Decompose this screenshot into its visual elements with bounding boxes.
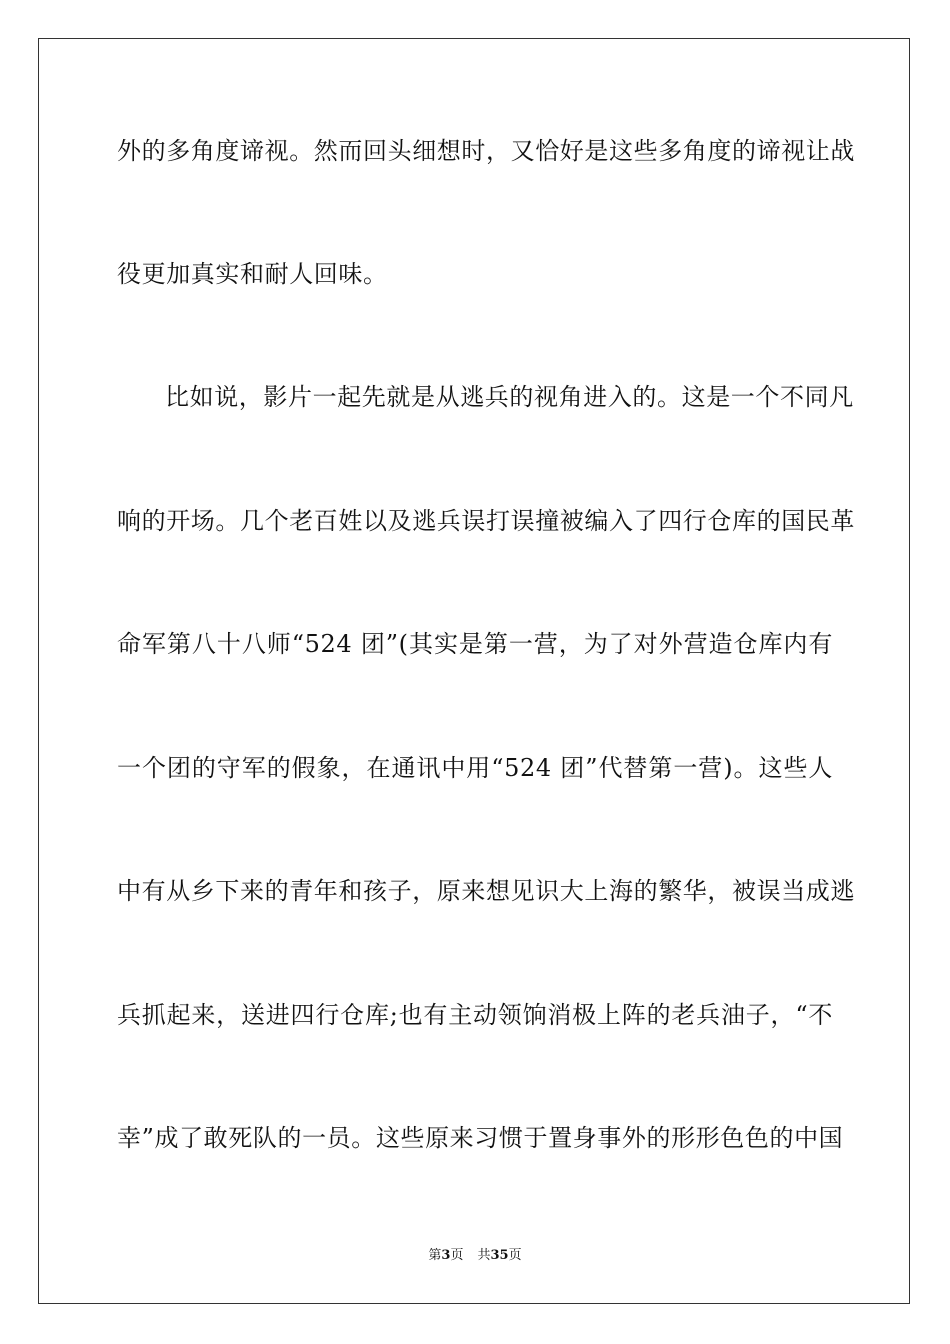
text-line: 一个团的守军的假象，在通讯中用“524 团”代替第一营)。这些人 [117, 754, 833, 782]
page-current: 3 [441, 1248, 451, 1263]
page-border [38, 38, 910, 1304]
page-total: 35 [490, 1248, 509, 1263]
text-line: 外的多角度谛视。然而回头细想时，又恰好是这些多角度的谛视让战 [117, 137, 855, 165]
total-unit: 页 [508, 1248, 522, 1263]
text-line: 中有从乡下来的青年和孩子，原来想见识大上海的繁华，被误当成逃 [117, 877, 855, 905]
text-line: 幸”成了敢死队的一员。这些原来习惯于置身事外的形形色色的中国 [117, 1124, 844, 1152]
total-prefix: 共 [477, 1248, 491, 1263]
page-prefix: 第 [428, 1248, 442, 1263]
text-line: 役更加真实和耐人回味。 [117, 260, 388, 288]
page-footer [0, 1247, 950, 1265]
text-line: 响的开场。几个老百姓以及逃兵误打误撞被编入了四行仓库的国民革 [117, 507, 855, 535]
paragraph-first-line: 比如说，影片一起先就是从逃兵的视角进入的。这是一个不同凡 [165, 383, 854, 411]
page-unit: 页 [450, 1248, 464, 1263]
text-line: 命军第八十八师“524 团”(其实是第一营，为了对外营造仓库内有 [117, 630, 833, 658]
text-line: 兵抓起来，送进四行仓库;也有主动领饷消极上阵的老兵油子，“不 [117, 1001, 833, 1029]
